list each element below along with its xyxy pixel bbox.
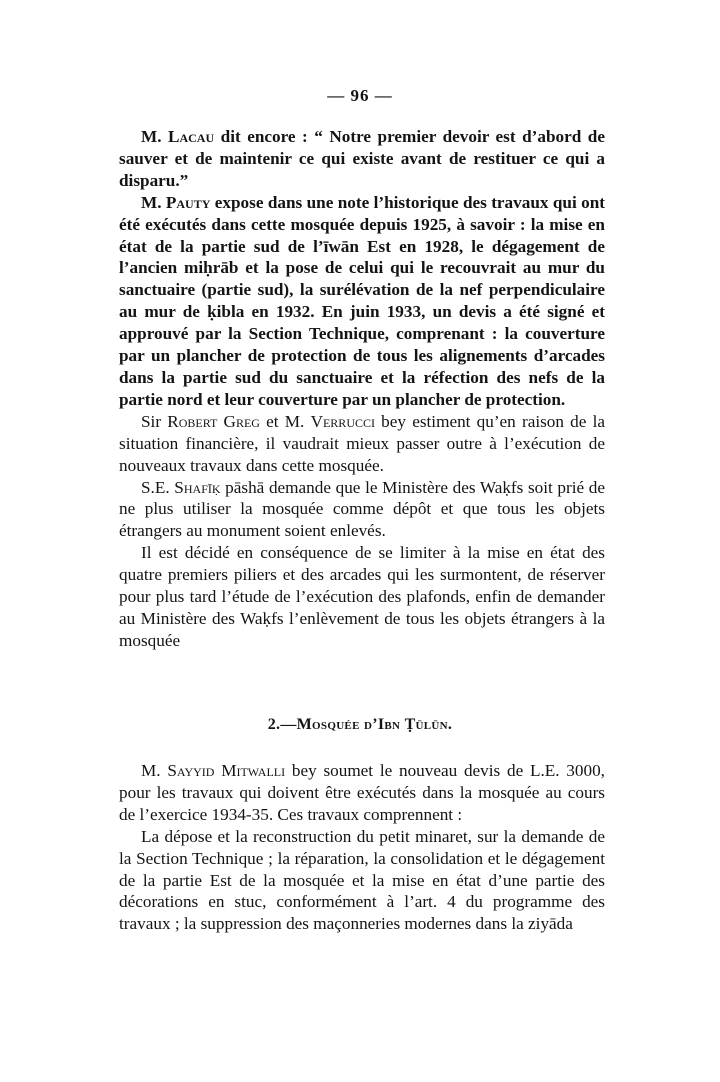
person-name: Shafīḳ [174, 477, 221, 497]
paragraph-pauty [119, 192, 605, 411]
name-prefix: Sir [141, 411, 168, 431]
section-2-body [119, 760, 605, 935]
name-prefix: S.E. [141, 477, 175, 497]
section-number: 2.— [267, 716, 297, 733]
paragraph-mitwalli [119, 760, 605, 826]
paragraph-text: demande que le Ministère des Waḳfs soit prié de ne plus utiliser la mosquée comme dépôt et que tous les objets étrangers au monument soient enlevés. [119, 477, 606, 541]
paragraph-lacau [119, 126, 605, 192]
paragraph-decision: Il est décidé en conséquence de se limiter à la mise en état des quatre premiers piliers et des arcades qui les surmontent, de réserver pour plus tard l’étude de l’exécution des plafonds, enfin de demander au Ministère des Waḳfs l’enlèvement de tous les objets étrangers à la mosquée [119, 543, 605, 650]
section-title: Mosquée d’Ibn Ṭūlūn. [296, 716, 453, 733]
paragraph-greg-verrucci [119, 411, 605, 477]
person-name: Sayyid Mitwalli [167, 761, 286, 780]
name-prefix: M. [141, 761, 168, 780]
person-name: M. Lacau [141, 127, 215, 146]
person-name: Robert Greg [167, 411, 260, 431]
person-name: M. Pauty [141, 192, 211, 212]
paragraph-text: expose dans une note l’historique des travaux qui ont été exécutés dans cette mosquée depuis 1925, à savoir : la mise en état de la partie sud de l’īwān Est en 1928, le dégagement de l’ancien miḥrāb et la pose de celui qui le recouvrait au mur du sanctuaire (partie sud), la surélévation de la nef perpendiculaire au mur de ḳibla en 1932. En juin 1933, un devis a été signé et approuvé par la Section Technique, comprenant : la couverture par un plancher de protection de tous les alignements d’arcades dans la partie sud du sanctuaire et la réfection des nefs de la partie nord et leur couverture par un plancher de protection. [119, 192, 605, 409]
paragraph-shafik [119, 477, 605, 543]
person-title: pāshā [220, 477, 265, 497]
page-number: — 96 — [327, 86, 393, 105]
person-name: Verrucci [310, 411, 375, 431]
connector-text: et M. [259, 411, 311, 431]
section-1-body [119, 126, 605, 652]
paragraph-text: bey soumet le nouveau devis de L.E. 3000, pour les travaux qui doivent être exécutés dans la mosquée au cours de l’exercice 1934-35. Ces travaux comprennent : [119, 761, 605, 824]
section-heading [0, 716, 720, 734]
paragraph-works: La dépose et la reconstruction du petit minaret, sur la demande de la Section Technique ; la réparation, la consolidation et le dégagement de la partie Est de la mosquée et la mise en état d’une partie des décorations en stuc, conformément à l’art. 4 du programme des travaux ; la suppression des maçonneries modernes dans la ziyāda [119, 826, 605, 934]
paragraph-text: bey estiment qu’en raison de la situation financière, il vaudrait mieux passer outre à l’exécution de nouveaux travaux dans cette mosquée. [119, 411, 606, 475]
paragraph-text: dit encore : “ Notre premier devoir est d’abord de sauver et de maintenir ce qui existe avant de restituer ce qui a disparu.” [119, 127, 605, 190]
